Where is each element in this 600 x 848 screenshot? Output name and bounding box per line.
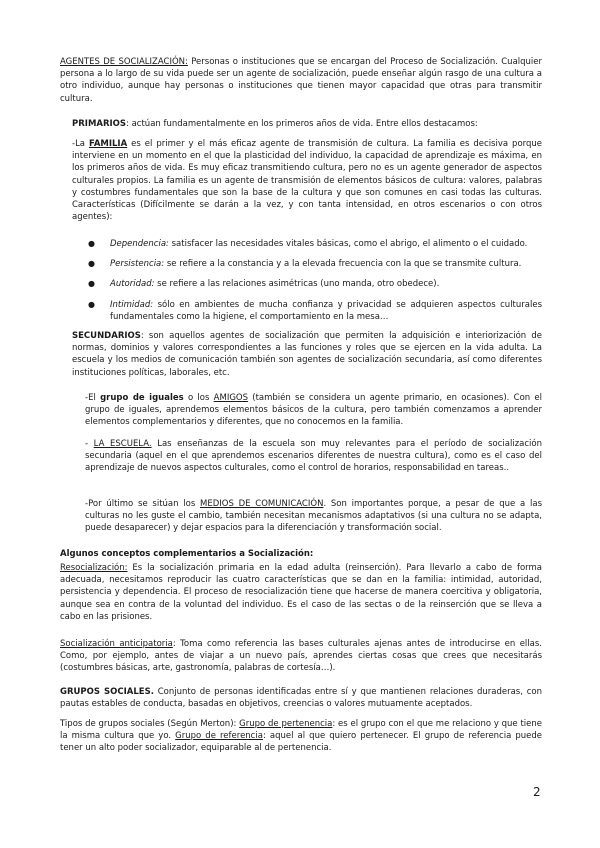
agentes-term: AGENTES DE SOCIALIZACIÓN: xyxy=(60,57,188,67)
escuela-paragraph xyxy=(85,438,542,475)
amigos-prefix: -El xyxy=(85,393,101,403)
primarios-paragraph xyxy=(72,118,542,130)
list-item-term: Autoridad: xyxy=(110,279,155,290)
primarios-text: : actúan fundamentalmente en los primeros años de vida. Entre ellos destacamos: xyxy=(126,119,478,129)
tipos-text-referencia: : aquel al que quiero pertenecer. El grupo de referencia puede tener un alto poder socializador, equiparable al de pertenencia. xyxy=(60,731,543,754)
familia-term: FAMILIA xyxy=(88,139,128,149)
familia-paragraph xyxy=(72,138,542,223)
primarios-term: PRIMARIOS xyxy=(72,119,127,129)
list-item-term: Dependencia: xyxy=(110,239,169,249)
tipos-term-referencia: Grupo de referencia xyxy=(175,731,263,742)
resocializacion-text: Es la socialización primaria en la edad adulta (reinserción). Para llevarlo a cabo de forma adecuada, necesitamos reproducir las cuatro características que se dan en la familia: intimidad, autoridad, persistencia y dependencia. El proceso de resocialización tiene que hacerse de manera coercitiva y obligatoria, aunque sea en contra de la voluntad del individuo. Es el caso de las sectas o de la reinserción que se lleva a cabo en las prisiones. xyxy=(60,563,542,622)
anticipatoria-term: Socialización anticipatoria xyxy=(60,639,173,649)
list-item-term: Intimidad: xyxy=(110,299,154,310)
bullet-icon: ● xyxy=(88,279,95,289)
bullet-icon: ● xyxy=(88,259,95,269)
list-item xyxy=(85,238,542,250)
conceptos-heading: Algunos conceptos complementarios a Socialización: xyxy=(60,549,314,559)
amigos-paragraph xyxy=(85,392,542,429)
secundarios-paragraph xyxy=(72,330,542,379)
list-item xyxy=(85,278,542,290)
amigos-mid: o los xyxy=(183,393,214,403)
tipos-term-pertenencia: Grupo de pertenencia xyxy=(239,719,333,729)
agentes-text: Personas o instituciones que se encargan del Proceso de Socialización. Cualquier persona a lo largo de su vida puede ser un agente de socialización, puede enseñar algún rasgo de una cultura a otro individuo, aunque hay personas o instituciones que tienen mayor capacidad que otras para transmitir cultura. xyxy=(60,57,543,104)
amigos-bold: grupo de iguales xyxy=(100,393,184,403)
tipos-text-pertenencia: : es el grupo con el que me relaciono y que tiene la misma cultura que yo. xyxy=(60,719,542,742)
bullet-icon: ● xyxy=(88,239,95,248)
list-item-text: satisfacer las necesidades vitales básicas, como el abrigo, el alimento o el cuidado. xyxy=(168,239,528,249)
secundarios-term: SECUNDARIOS xyxy=(72,331,141,341)
medios-text: . Son importantes porque, a pesar de que a las culturas no les guste el cambio, también necesitan mecanismos adaptativos (si una cultura no se adapta, puede desaparecer) y dejar espacios para la diferenciación y transformación social. xyxy=(85,499,542,534)
medios-term: MEDIOS DE COMUNICACIÓN xyxy=(200,499,324,509)
page-number: 2 xyxy=(533,785,541,799)
familia-prefix: -La xyxy=(72,139,89,149)
list-item xyxy=(85,299,542,323)
resocializacion-paragraph xyxy=(60,562,542,623)
tipos-prefix: Tipos de grupos sociales (Según Merton): xyxy=(60,719,240,729)
secundarios-text: : son aquellos agentes de socialización que permiten la adquisición e interiorización de normas, dominios y valores correspondientes a las funciones y roles que se ejercen en la vida adulta. La escuela y los medios de comunicación también son agentes de socialización secundaria, así como diferentes instituciones políticas, laborales, etc. xyxy=(72,331,542,378)
tipos-paragraph xyxy=(60,718,542,755)
escuela-prefix: - xyxy=(85,439,94,449)
list-item-text: sólo en ambientes de mucha confianza y privacidad se adquieren aspectos culturales fundamentales como la higiene, el comportamiento en la mesa… xyxy=(110,299,542,322)
anticipatoria-paragraph xyxy=(60,638,542,675)
grupos-text: Conjunto de personas identificadas entre sí y que mantienen relaciones duraderas, con pautas estables de conducta, basadas en objetivos, creencias o valores mutuamente aceptados. xyxy=(60,687,542,710)
medios-prefix: -Por último se sitúan los xyxy=(85,499,201,509)
grupos-term: GRUPOS SOCIALES. xyxy=(60,687,154,697)
anticipatoria-text: : Toma como referencia las bases culturales ajenas antes de introducirse en ellas. Como, por ejemplo, antes de viajar a un nuevo país, aprendes ciertas cosas que crees que necesitarás (costumbres básicas, arte, gastronomía, palabras de cortesía…). xyxy=(60,639,542,674)
medios-paragraph xyxy=(85,498,542,535)
amigos-term: AMIGOS xyxy=(213,393,248,403)
bullet-icon: ● xyxy=(88,299,95,309)
escuela-term: LA ESCUELA. xyxy=(93,439,152,449)
escuela-text: Las enseñanzas de la escuela son muy relevantes para el período de socialización secundaria (aquel en el que aprendemos escenarios diferentes de nuestra cultura), como es el caso del aprendizaje de nuevos aspectos culturales, como el control de horarios, responsabilidad en tareas.. xyxy=(85,439,542,474)
list-item-text: se refiere a la constancia y a la elevada frecuencia con la que se transmite cultura. xyxy=(164,259,522,270)
agentes-paragraph xyxy=(60,56,542,105)
list-item-text: se refiere a las relaciones asimétricas (uno manda, otro obedece). xyxy=(154,279,440,290)
familia-text: es el primer y el más eficaz agente de transmisión de cultura. La familia es decisiva porque interviene en un momento en el que la plasticidad del individuo, la capacidad de aprendizaje es máxima, en los primeros años de vida. Es muy eficaz transmitiendo cultura, pero no es un agente generador de aspectos culturales propios. La familia es un agente de transmisión de elementos básicos de cultura: valores, palabras y costumbres fundamentales que son la base de la cultura y que son comunes en casi todas las culturas. Características (Difícilmente se darán a la vez, y con tanta intensidad, en otros escenarios o con otros agentes): xyxy=(72,139,543,223)
caracteristicas-list xyxy=(85,238,542,323)
list-item xyxy=(85,258,542,270)
amigos-text: (también se considera un agente primario, en ocasiones). Con el grupo de iguales, aprendemos elementos básicos de la cultura, pero también comenzamos a aprender elementos complementarios y diferentes, que no conocemos en la familia. xyxy=(85,393,542,428)
grupos-paragraph xyxy=(60,686,542,710)
list-item-term: Persistencia: xyxy=(110,259,165,270)
resocializacion-term: Resocialización: xyxy=(60,563,128,573)
